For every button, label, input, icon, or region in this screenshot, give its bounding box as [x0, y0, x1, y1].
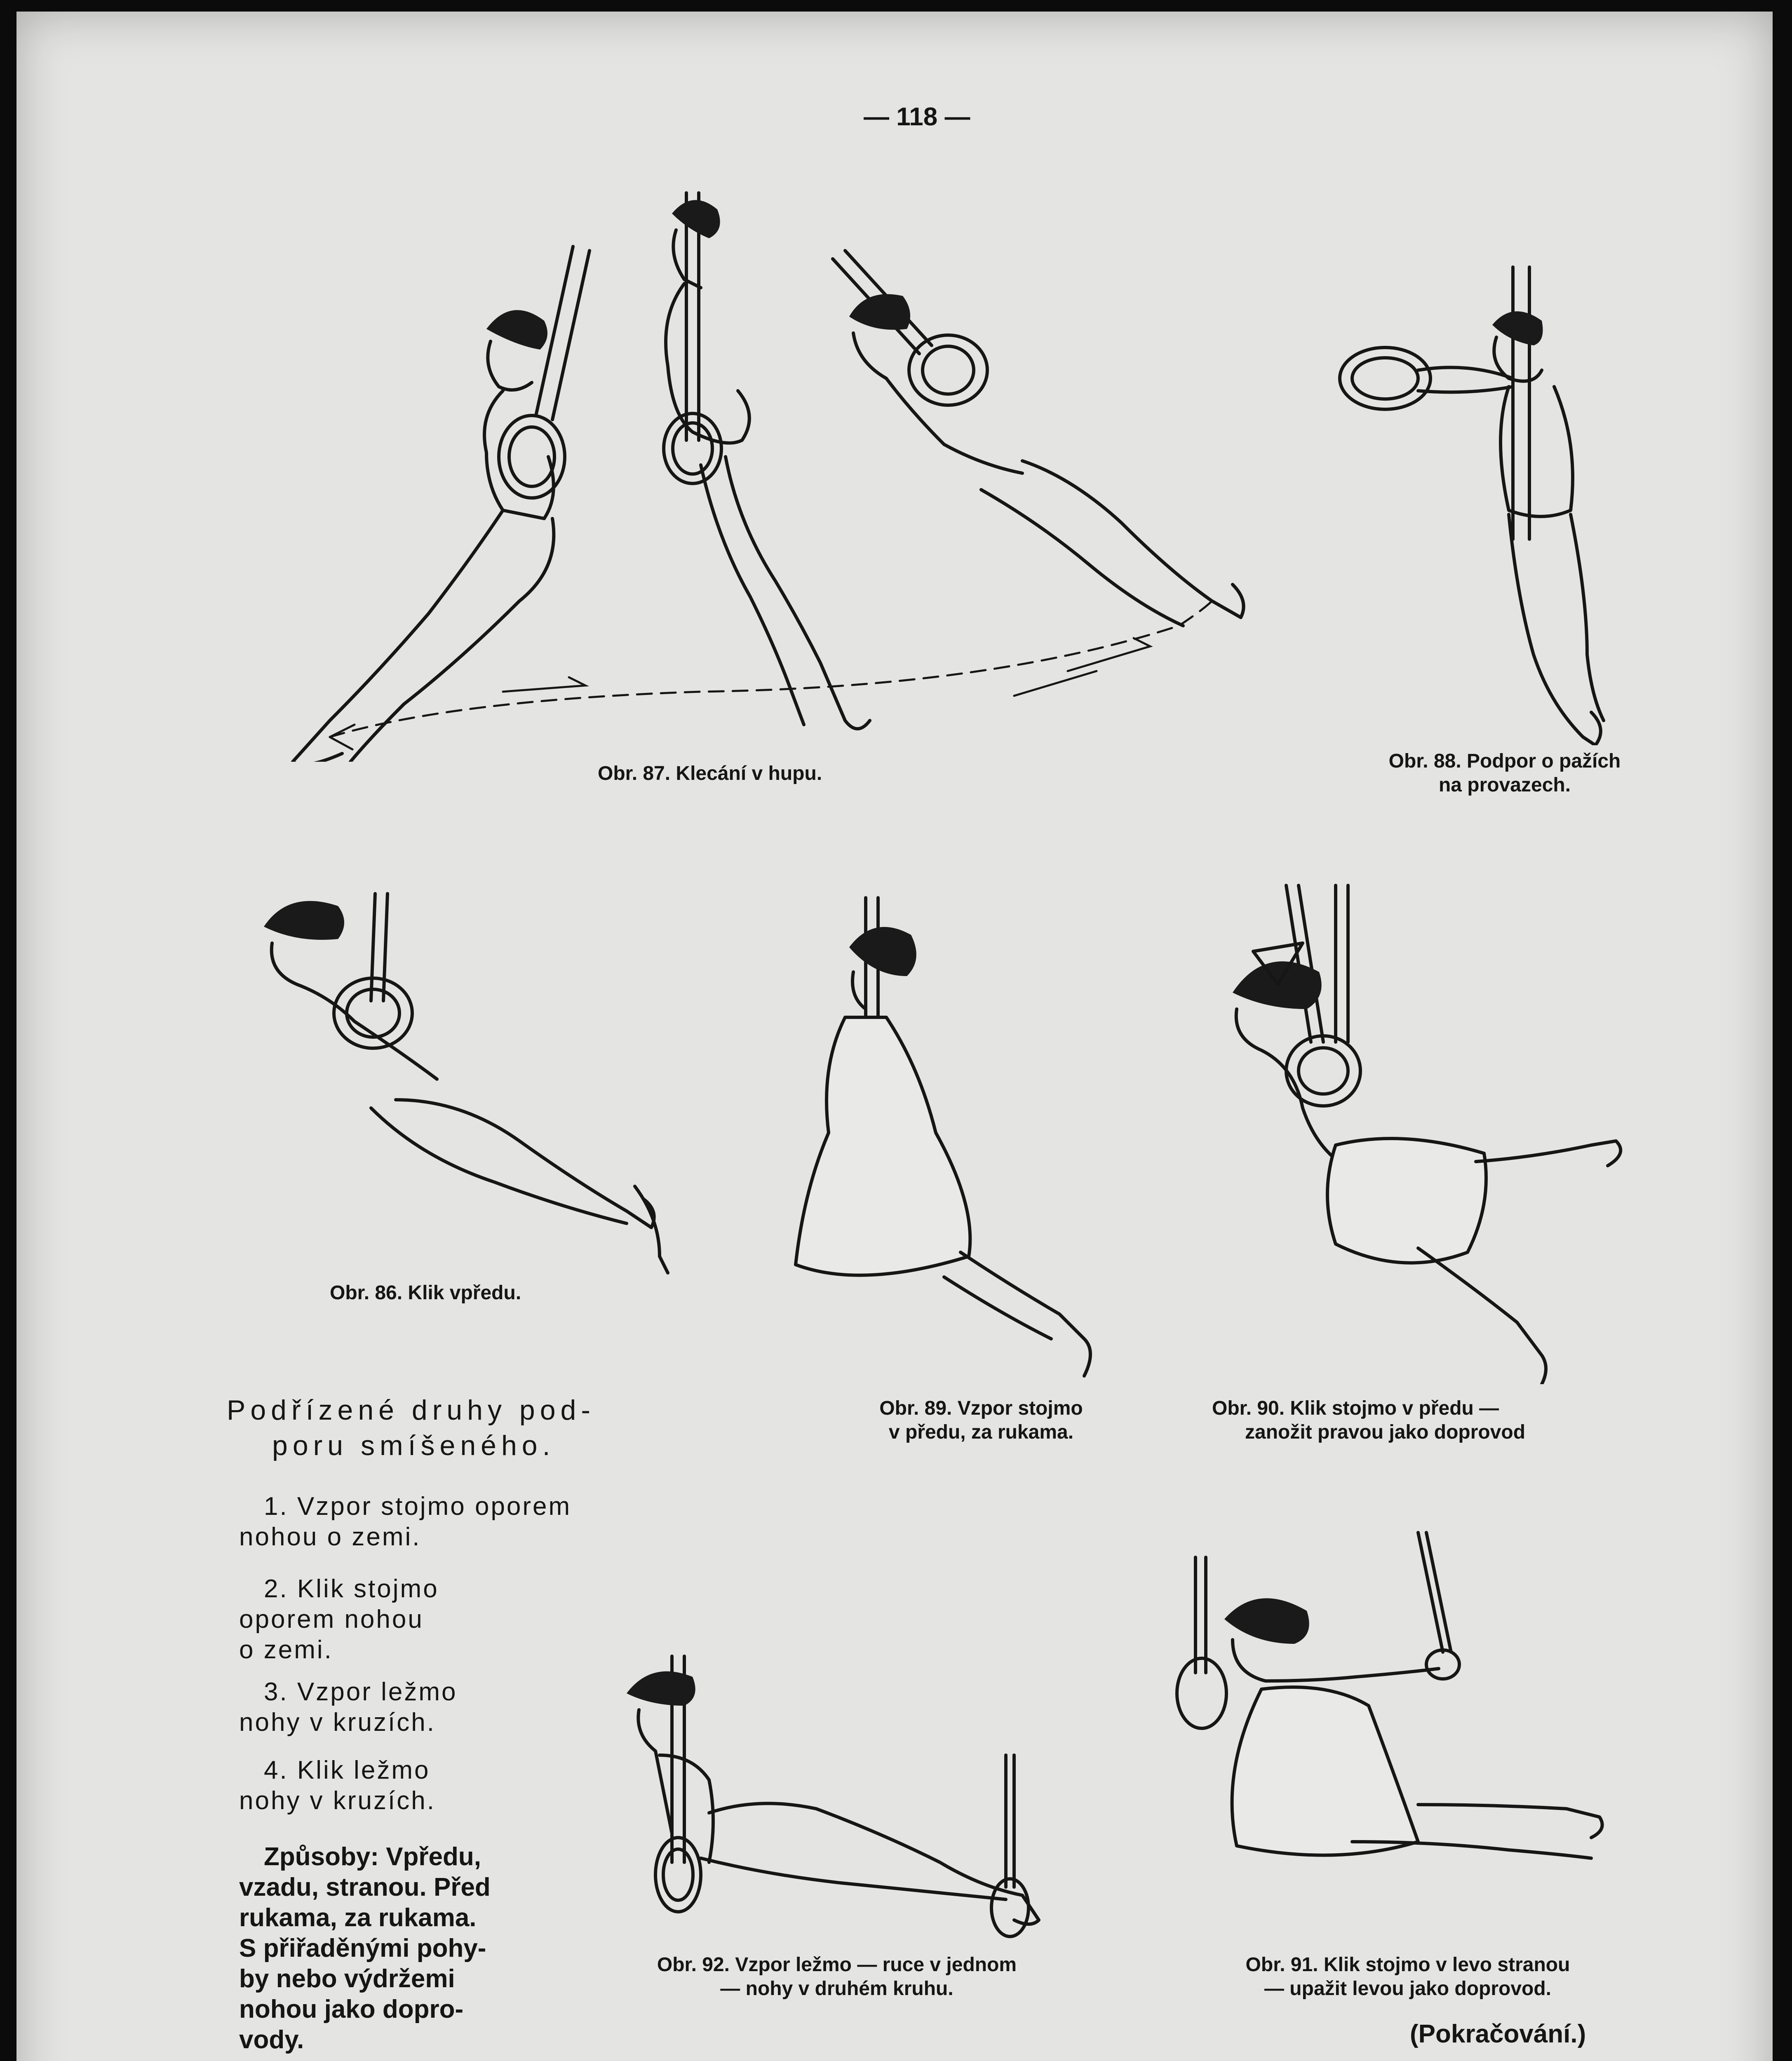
caption-obr-88 — [1319, 749, 1690, 797]
methods-line: by nebo výdržemi — [239, 1965, 455, 1993]
figure-91-illustration — [1171, 1516, 1645, 1949]
caption-obr-91 — [1171, 1953, 1645, 2001]
caption-obr-89-line2: v předu, za rukama. — [888, 1421, 1074, 1443]
list-item-3 — [239, 1677, 458, 1738]
book-page — [16, 12, 1773, 2061]
list-item-1 — [239, 1491, 571, 1552]
list-item-4-line1: 4. Klik ležmo — [264, 1756, 430, 1784]
methods-line: vody. — [239, 2026, 304, 2054]
list-item-2 — [239, 1574, 439, 1665]
figure-86-illustration — [247, 877, 693, 1281]
caption-obr-89 — [824, 1397, 1138, 1444]
figure-92-illustration — [602, 1640, 1072, 1949]
caption-obr-91-line2: — upažit levou jako doprovod. — [1264, 1978, 1552, 2000]
methods-paragraph — [239, 1842, 491, 2055]
list-item-2-line3: o zemi. — [239, 1636, 333, 1664]
caption-obr-90-line1: Obr. 90. Klik stojmo v předu — — [1212, 1397, 1499, 1419]
caption-obr-90 — [1212, 1397, 1665, 1444]
list-item-1-line1: 1. Vzpor stojmo oporem — [264, 1492, 572, 1521]
caption-obr-88-line1: Obr. 88. Podpor o pažích — [1388, 750, 1621, 772]
caption-obr-88-line2: na provazech. — [1438, 774, 1571, 796]
methods-line: vzadu, stranou. Před — [239, 1873, 491, 1901]
figure-89-illustration — [787, 881, 1125, 1388]
methods-line: nohou jako dopro- — [239, 1995, 464, 2023]
caption-obr-90-line2: zanožit pravou jako doprovod — [1245, 1421, 1526, 1443]
section-heading-line2: poru smíšeného. — [272, 1430, 555, 1461]
caption-obr-92-line2: — nohy v druhém kruhu. — [720, 1978, 954, 2000]
list-item-2-line2: oporem nohou — [239, 1605, 424, 1634]
list-item-4-line2: nohy v kruzích. — [239, 1786, 436, 1815]
caption-obr-86: Obr. 86. Klik vpředu. — [330, 1282, 521, 1304]
list-item-3-line2: nohy v kruzích. — [239, 1708, 436, 1737]
list-item-2-line1: 2. Klik stojmo — [264, 1575, 439, 1603]
figure-90-illustration — [1212, 877, 1645, 1384]
caption-obr-87: Obr. 87. Klecání v hupu. — [598, 763, 822, 784]
continued-note: (Pokračování.) — [1410, 2020, 1586, 2048]
caption-obr-92-line1: Obr. 92. Vzpor ležmo — ruce v jednom — [657, 1954, 1017, 1976]
section-heading — [227, 1392, 595, 1463]
caption-obr-91-line1: Obr. 91. Klik stojmo v levo stranou — [1245, 1954, 1570, 1976]
methods-line: S přiřaděnými pohy- — [239, 1934, 486, 1962]
section-heading-line1: Podřízené druhy pod- — [227, 1394, 595, 1426]
methods-line: rukama, za rukama. — [239, 1904, 477, 1932]
caption-obr-92 — [602, 1953, 1072, 2001]
list-item-1-line2: nohou o zemi. — [239, 1523, 421, 1551]
list-item-4 — [239, 1755, 436, 1816]
caption-obr-89-line1: Obr. 89. Vzpor stojmo — [879, 1397, 1083, 1419]
figure-88-illustration — [1327, 251, 1641, 745]
methods-line: Způsoby: Vpředu, — [264, 1843, 481, 1871]
figure-87-illustration — [239, 176, 1261, 762]
list-item-3-line1: 3. Vzpor ležmo — [264, 1678, 458, 1706]
page-number: — 118 — — [864, 103, 970, 131]
